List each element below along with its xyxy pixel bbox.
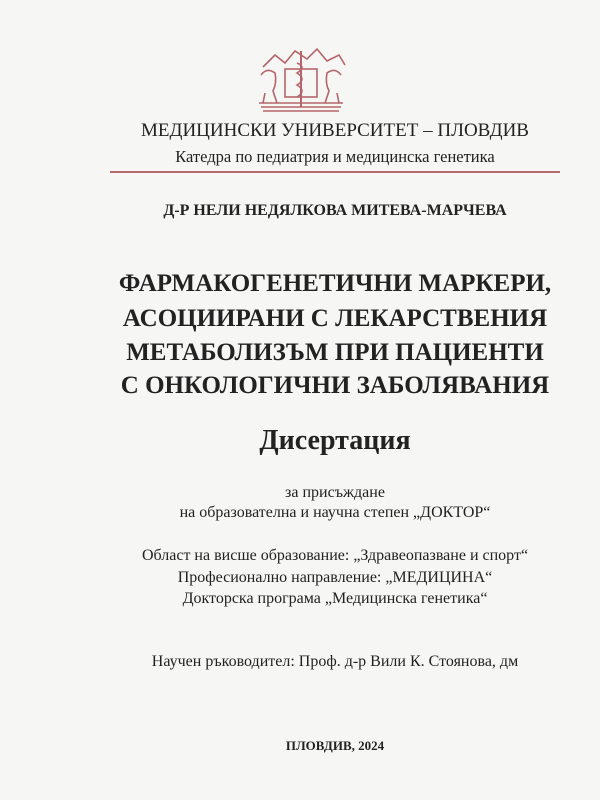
title-line-4: С ОНКОЛОГИЧНИ ЗАБОЛЯВАНИЯ [120, 372, 550, 399]
doctoral-program: Докторска програма „Медицинска генетика“ [182, 590, 488, 607]
title-line-1: ФАРМАКОГЕНЕТИЧНИ МАРКЕРИ, [118, 270, 552, 297]
department-name: Катедра по педиатрия и медицинска генетика [175, 147, 495, 166]
title-line-3: МЕТАБОЛИЗЪМ ПРИ ПАЦИЕНТИ [126, 339, 544, 366]
professional-field: Професионално направление: „МЕДИЦИНА“ [177, 569, 493, 586]
university-crest-icon [255, 45, 347, 115]
university-name: МЕДИЦИНСКИ УНИВЕРСИТЕТ – ПЛОВДИВ [141, 120, 529, 141]
purpose-line-2: на образователна и научна степен „ДОКТОР“ [179, 504, 491, 521]
document-type: Дисертация [259, 425, 411, 456]
title-line-2: АСОЦИИРАНИ С ЛЕКАРСТВЕНИЯ [122, 305, 548, 332]
header-divider [110, 171, 560, 173]
purpose-line-1: за присъждане [285, 484, 385, 501]
supervisor: Научен ръководител: Проф. д-р Вили К. Стоянова, дм [151, 653, 519, 670]
author-name: Д-Р НЕЛИ НЕДЯЛКОВА МИТЕВА-МАРЧЕВА [163, 202, 507, 219]
field-of-education: Област на висше образование: „Здравеопазване и спорт“ [141, 547, 529, 564]
place-year: ПЛОВДИВ, 2024 [285, 738, 385, 753]
